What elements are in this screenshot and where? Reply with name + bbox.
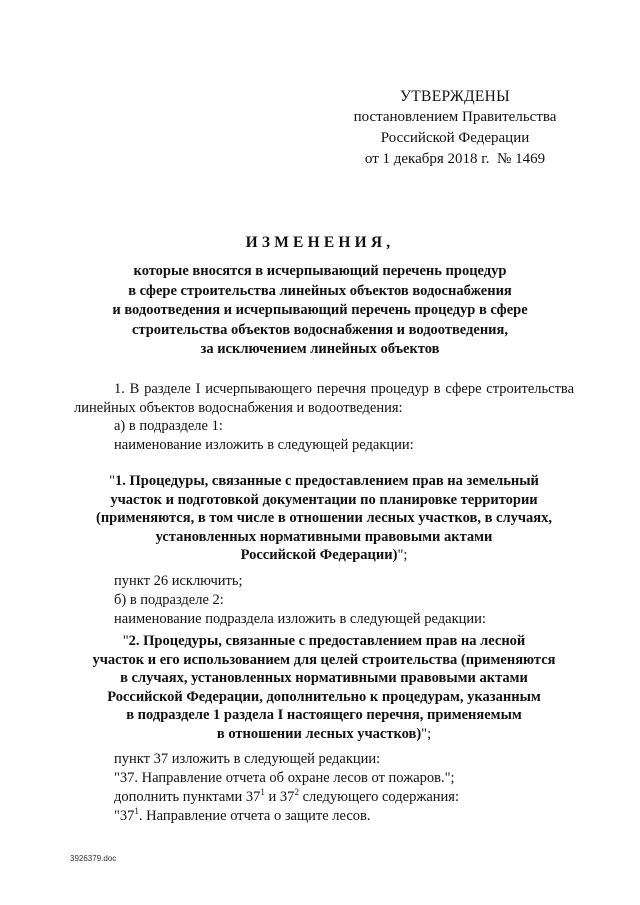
- approved-heading: УТВЕРЖДЕНЫ: [400, 88, 510, 105]
- item-add-mid: и 37: [264, 789, 295, 805]
- item-371-post: . Направление отчета о защите лесов.: [138, 808, 371, 824]
- document-title: ИЗМЕНЕНИЯ,: [245, 234, 395, 251]
- quote-line: [64, 688, 584, 707]
- quote-line-text: (применяются, в том числе в отношении лесных участков, в случаях,: [96, 510, 552, 526]
- quote-line-text: участок и подготовкой документации по планировке территории: [110, 491, 538, 508]
- quote-close: ";: [397, 547, 408, 563]
- quote-line-text: в подразделе 1 раздела I настоящего перечня, применяемым: [126, 707, 522, 723]
- quote-line: [64, 725, 584, 744]
- subtitle-line: и водоотведения и исчерпывающий перечень процедур в сфере: [112, 302, 528, 318]
- quote-line-text: участок и его использованием для целей строительства (применяются: [92, 651, 556, 668]
- file-name-footer: 3926379.doc: [70, 854, 117, 863]
- approved-date: от 1 декабря 2018 г.: [364, 151, 490, 167]
- approved-line-3: Российской Федерации: [380, 130, 530, 146]
- quote-line: [64, 509, 584, 528]
- approved-number: № 1469: [497, 151, 546, 167]
- quote-line: [64, 651, 584, 670]
- approved-date-line: [340, 149, 570, 170]
- quote-line-text: в отношении лесных участков): [216, 725, 422, 742]
- quote-line-text: в случаях, установленных нормативными правовыми актами: [120, 670, 528, 686]
- item-37-text: "37. Направление отчета об охране лесов от пожаров.";: [114, 770, 455, 786]
- quote-line-text: 2. Процедуры, связанные с предоставлением прав на лесной: [128, 633, 526, 649]
- quote-line: [64, 491, 584, 510]
- document-subtitle: [60, 262, 580, 360]
- subtitle-line: в сфере строительства линейных объектов водоснабжения: [128, 282, 512, 299]
- quote-line-text: Российской Федерации, дополнительно к процедурам, указанным: [107, 688, 541, 705]
- item-37-1: [114, 807, 371, 826]
- quote-open: ": [109, 473, 115, 489]
- subtitle-line: строительства объектов водоснабжения и водоотведения,: [131, 321, 509, 338]
- quote-line: [64, 632, 584, 651]
- approved-line-2: постановлением Правительства: [353, 109, 557, 125]
- approval-stamp: [340, 86, 570, 170]
- item-26: пункт 26 исключить;: [114, 573, 243, 589]
- paragraph-1: 1. В разделе I исчерпывающего перечня процедур в сфере строительства линейных объектов водоснабжения и водоотведения:: [74, 381, 574, 416]
- item-b-name: наименование подраздела изложить в следующей редакции:: [114, 611, 486, 627]
- item-a: а) в подразделе 1:: [114, 418, 223, 434]
- quote-line: [64, 528, 584, 547]
- quote-line-text: установленных нормативными правовыми актами: [155, 528, 493, 545]
- item-add-points: [114, 788, 459, 807]
- quote-line: [64, 472, 584, 491]
- quote-line: [64, 706, 584, 725]
- quote-line-text: 1. Процедуры, связанные с предоставлением прав на земельный: [115, 473, 539, 489]
- quote-line: [64, 546, 584, 565]
- item-b: б) в подразделе 2:: [114, 592, 224, 608]
- superscript: 1: [134, 806, 139, 816]
- superscript: 2: [294, 787, 299, 797]
- item-a-name: наименование изложить в следующей редакции:: [114, 437, 414, 453]
- quote-open: ": [122, 633, 129, 649]
- quote-line-text: Российской Федерации): [240, 547, 398, 563]
- quote-2: [64, 632, 584, 743]
- item-add-pre: дополнить пунктами 37: [114, 789, 261, 805]
- subtitle-line: за исключением линейных объектов: [200, 341, 440, 357]
- item-37: пункт 37 изложить в следующей редакции:: [114, 751, 381, 767]
- item-add-post: следующего содержания:: [298, 789, 460, 805]
- item-371-pre: "37: [114, 808, 135, 824]
- subtitle-line: которые вносятся в исчерпывающий перечень процедур: [133, 263, 507, 279]
- quote-line: [64, 669, 584, 688]
- quote-close: ";: [421, 725, 432, 742]
- superscript: 1: [260, 787, 265, 797]
- quote-1: [64, 472, 584, 565]
